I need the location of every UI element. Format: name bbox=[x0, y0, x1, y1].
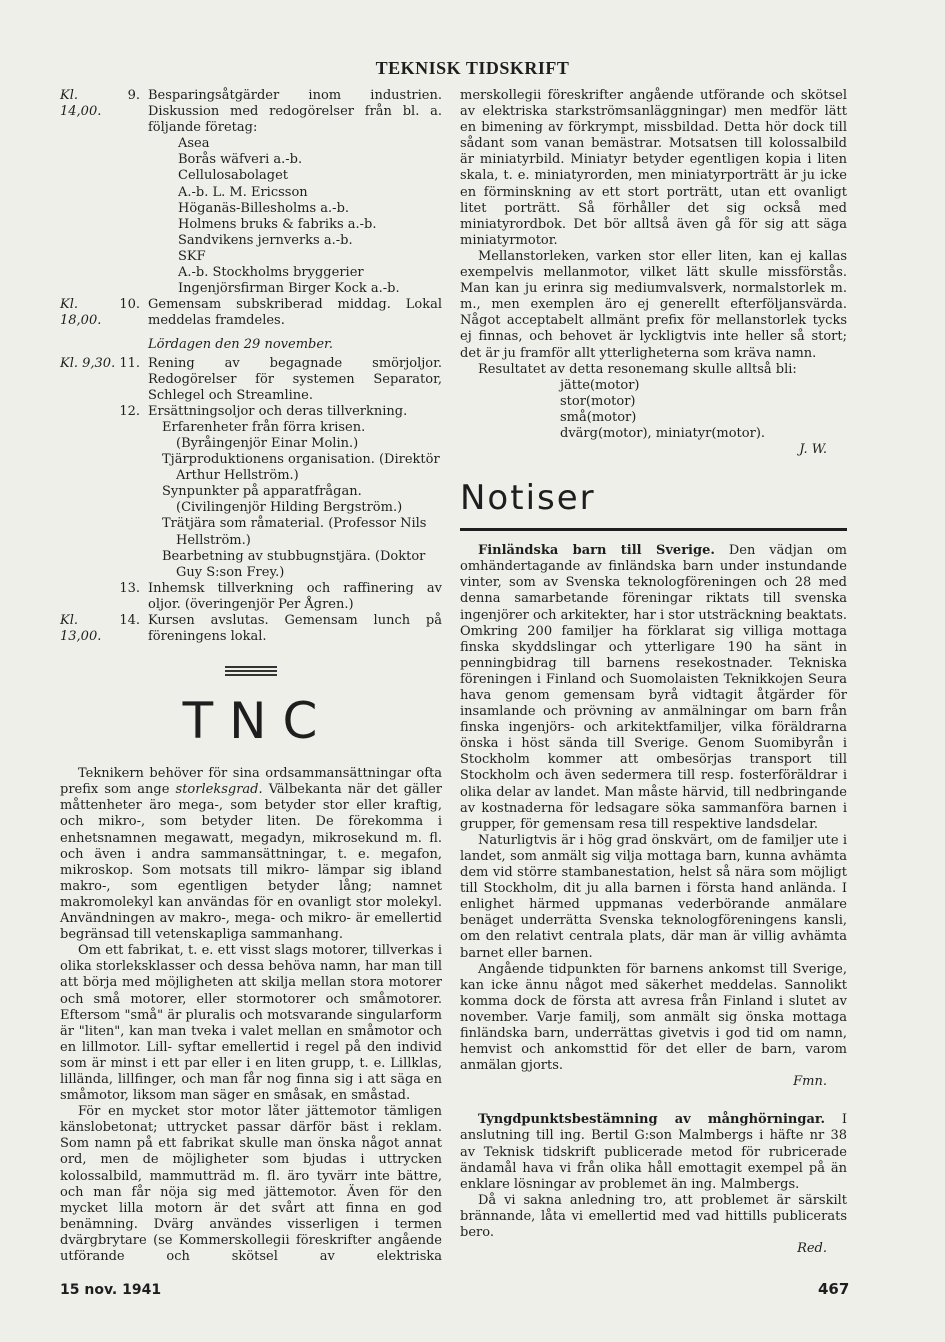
lecture-item: Erfarenheter från förra krisen. (Byråingenjör Einar Molin.) bbox=[162, 419, 366, 451]
program-item bbox=[60, 297, 442, 329]
size-term: små(motor) bbox=[560, 409, 637, 425]
tnc-paragraph: Resultatet av detta resonemang skulle alltså bli: bbox=[478, 361, 797, 377]
company-list bbox=[60, 136, 442, 297]
program-text: Gemensam subskriberad middag. Lokal meddelas framdeles. bbox=[148, 297, 442, 329]
company-name: Asea bbox=[178, 136, 210, 152]
day-heading: Lördagen den 29 november. bbox=[148, 337, 333, 353]
program-time bbox=[60, 404, 118, 420]
tnc-paragraph: Mellanstorleken, varken stor eller liten, kan ej kallas exempelvis mellanmotor, vilket lätt skulle missförstås. Man kan ju erinra sig mediumvalsverk, normalstorlek m. m., men exemplen äro ej generellt efterföljansvärda. Något acceptabelt allmänt prefix för mellanstorlek tycks ej finnas, och behovet är lyckligtvis inte heller så stort; det är ju framför allt ytterligheterna som kräva namn. bbox=[460, 248, 847, 361]
lecture-list bbox=[60, 420, 442, 581]
notice-paragraph: Då vi sakna anledning tro, att problemet är särskilt brännande, låta vi emellertid med vad hittills publicerats bero. bbox=[460, 1192, 847, 1240]
program-text: Ersättningsoljor och deras tillverkning. bbox=[148, 403, 408, 419]
program-item bbox=[60, 404, 442, 420]
program-number: 9. bbox=[127, 88, 140, 103]
size-term: dvärg(motor), miniatyr(motor). bbox=[560, 425, 766, 441]
program-text: Besparingsåtgärder inom industrien. Diskussion med redogörelser från bl. a. följande företag: bbox=[148, 88, 442, 136]
tnc-emphasis: storleksgrad. bbox=[175, 782, 263, 798]
program-item bbox=[60, 88, 442, 136]
tnc-paragraph bbox=[60, 766, 442, 943]
program-number: 12. bbox=[119, 403, 140, 419]
program-text: Inhemsk tillverkning och raffinering av oljor. (överingenjör Per Ågren.) bbox=[148, 580, 442, 612]
program-time: Kl. 13,00. bbox=[60, 613, 102, 645]
size-term: jätte(motor) bbox=[560, 377, 640, 393]
notice-title: Finländska barn till Sverige. bbox=[478, 543, 715, 559]
notice-title: Tyngdpunktsbestämning av månghörningar. bbox=[478, 1112, 826, 1128]
company-name: SKF bbox=[178, 248, 206, 264]
size-term: stor(motor) bbox=[560, 393, 636, 409]
tnc-text: Välbekanta när det gäller måttenheter äro mega-, som betyder stor eller kraftig, och mikro-, som betyder liten. De förekomma i enhetsnamnen megawatt, megadyn, mikrosekund m. fl. och även i andra sammansättningar, t. e. megafon, mikroskop. Som motsats till mikro- lämpar sig ibland makro-, som egentligen betyder lång; namnet makromolekyl kan användas för en ovanligt stor molekyl. Användningen av makro-, mega- och mikro- är emellertid begränsad till vetenskapliga sammanhang. bbox=[60, 782, 443, 943]
company-name: Cellulosabolaget bbox=[178, 168, 289, 184]
company-name: A.-b. L. M. Ericsson bbox=[178, 184, 308, 200]
program-number: 10. bbox=[119, 297, 140, 313]
company-name: Borås wäfveri a.-b. bbox=[178, 152, 303, 168]
notice-text: Den vädjan om omhändertagande av finländska barn under instundande vinter, som av Svenska teknologföreningen och 28 med denna samarbetande föreningar riktats till svenska ingenjörer och arkitekter, har i stor utsträckning beaktats. Omkring 200 familjer ha förklarat sig villiga mottaga finska skyddslingar och ytterligare 190 ha sänt in penningbidrag till barnens resekostnader. Tekniska föreningen i Finland och Suomolaisten Teknikkojen Seura hava genom gemensam byrå vidtagit åtgärder för insamlande och prövning av anmälningar om barn från finska ingenjörs- och arkitektfamiljer, vilka föräldrarna önska i höst sända till Sverige. Genom Suomibyrån i Stockholm kommer att ombesörjas transport till Stockholm och även sedermera till resp. fosterföräldrar i olika delar av landet. Man måste härvid, till nedbringande av kostnaderna för ledsagare söka sammanföra barnen i grupper, för gemensam resa till respektive landsdelar. bbox=[460, 543, 847, 832]
notice-paragraph: Angående tidpunkten för barnens ankomst till Sverige, kan icke ännu något med säkerhet meddelas. Sannolikt komma dock de första att avresa från Finland i slutet av november. Varje familj, som anmält sig önska mottaga finländska barn, underrättas givetvis i god tid om namn, hemvist och ankomsttid för det eller de barn, varom anmälan gjorts. bbox=[460, 961, 847, 1074]
company-name: Ingenjörsfirman Birger Kock a.-b. bbox=[178, 281, 400, 297]
tnc-paragraph-continued: För en mycket stor motor låter jättemotor tämligen känslobetonat; uttrycket passar därför bäst i reklam. Som namn på ett fabrikat skulle man önska något annat ord, men de möjligheter som bjudas i uttrycken kolossalbild, mammutträd m. fl. äro tyvärr inte bättre, och man får nöja sig med jättemotor. Även för den mycket lilla motorn är det svårt att finna en god benämning. Dvärg användes visserligen i termen dvärgbrytare (se Kommerskollegii föreskrifter angående utförande och skötsel av elektriska bbox=[60, 1104, 442, 1264]
program-number: 14. bbox=[119, 613, 140, 628]
program-text: Rening av begagnade smörjoljor. Redogörelser för systemen Separator, Schlegel och Streamline. bbox=[148, 355, 442, 403]
lecture-item: Bearbetning av stubbugnstjära. (Doktor Guy S:son Frey.) bbox=[162, 548, 426, 580]
left-column bbox=[60, 88, 442, 1265]
notiser-rule bbox=[460, 528, 847, 531]
lecture-item: Synpunkter på apparatfrågan. (Civilingenjör Hilding Bergström.) bbox=[162, 484, 403, 516]
notice-signature: Fmn. bbox=[793, 1074, 827, 1090]
notice-paragraph: Naturligtvis är i hög grad önskvärt, om de familjer ute i landet, som anmält sig vilja mottaga barn, kunna avhämta dem vid större stambanestation, helst så nära som möjligt till Stockholm, dit ju alla barnen i första hand anlända. I enlighet härmed uppmanas vederbörande anmälare benäget underrätta Svenska teknologföreningens kansli, om den relativt centrala plats, där man är villig avhämta barnet eller barnen. bbox=[460, 832, 847, 961]
company-name: A.-b. Stockholms bryggerier bbox=[178, 265, 364, 281]
notice-paragraph bbox=[460, 1112, 847, 1192]
masthead: TEKNISK TIDSKRIFT bbox=[375, 58, 570, 78]
program-item bbox=[60, 581, 442, 613]
notice-signature: Red. bbox=[797, 1241, 827, 1257]
lecture-item: Trätjära som råmaterial. (Professor Nils Hellström.) bbox=[162, 516, 427, 548]
footer-date: 15 nov. 1941 bbox=[60, 1282, 162, 1298]
section-divider bbox=[225, 666, 277, 676]
size-list bbox=[460, 378, 847, 442]
notice-text: I anslutning till ing. Bertil G:son Malmbergs i häfte nr 38 av Teknisk tidskrift publicerade metod för rubricerade ändamål hava vi från olika håll emottagit exempel på än enklare lösningar av problemet än ing. Malmbergs. bbox=[460, 1112, 847, 1192]
lecture-item: Tjärproduktionens organisation. (Direktör Arthur Hellström.) bbox=[162, 452, 440, 484]
right-column bbox=[460, 88, 847, 1257]
program-time: Kl. 14,00. bbox=[60, 88, 102, 120]
program-number: 11. bbox=[119, 355, 140, 371]
program-text: Kursen avslutas. Gemensam lunch på föreningens lokal. bbox=[148, 613, 442, 645]
company-name: Sandvikens jernverks a.-b. bbox=[178, 232, 353, 248]
course-program bbox=[60, 88, 442, 645]
tnc-heading: TNC bbox=[182, 692, 334, 751]
tnc-text: Teknikern behöver för sina ordsammansättningar ofta prefix som ange bbox=[60, 766, 442, 798]
tnc-continuation: merskollegii föreskrifter angående utförande och skötsel av elektriska starkströmsanläggningar) men medför lätt en bimening av förkrympt, missbildad. Detta hör dock till sådant som vanan bemästrar. Motsatsen till kolossalbild är miniatyrbild. Miniatyr betyder egentligen kopia i liten skala, t. e. miniatyrorden, men miniatyrporträtt är ju icke en förminskning av ett stort porträtt, utan ett ovanligt litet porträtt. Så förhåller det sig också med miniatyrordbok. Det bör alltså även gå för sig att säga miniatyrmotor. bbox=[460, 88, 847, 248]
program-time: Kl. 9,30. bbox=[60, 355, 116, 371]
company-name: Holmens bruks & fabriks a.-b. bbox=[178, 216, 377, 232]
program-number: 13. bbox=[119, 580, 140, 596]
company-name: Höganäs-Billesholms a.-b. bbox=[178, 200, 350, 216]
tnc-signature: J. W. bbox=[799, 442, 827, 458]
program-item bbox=[60, 356, 442, 404]
notiser-heading: Notiser bbox=[460, 478, 596, 519]
tnc-paragraph: Om ett fabrikat, t. e. ett visst slags motorer, tillverkas i olika storleksklasser och dessa behöva namn, har man till att börja med möjligheten att skilja mellan stora motorer och små motorer, eller stormotorer och småmotorer. Eftersom "små" är pluralis och motsvarande singularform är "liten", kan man tveka i valet mellan en småmotor och en lillmotor. Lill- syftar emellertid i regel på den individ som är minst i ett par eller i en liten grupp, t. e. Lillklas, lilländа, lillfinger, och man får nog finna sig i att säga en småmotor, liksom man säger en småsak, en småstad. bbox=[60, 943, 442, 1104]
program-time: Kl. 18,00. bbox=[60, 297, 102, 329]
notice-paragraph bbox=[460, 543, 847, 833]
program-time bbox=[60, 581, 118, 613]
program-item bbox=[60, 613, 442, 645]
page-number: 467 bbox=[818, 1280, 850, 1298]
